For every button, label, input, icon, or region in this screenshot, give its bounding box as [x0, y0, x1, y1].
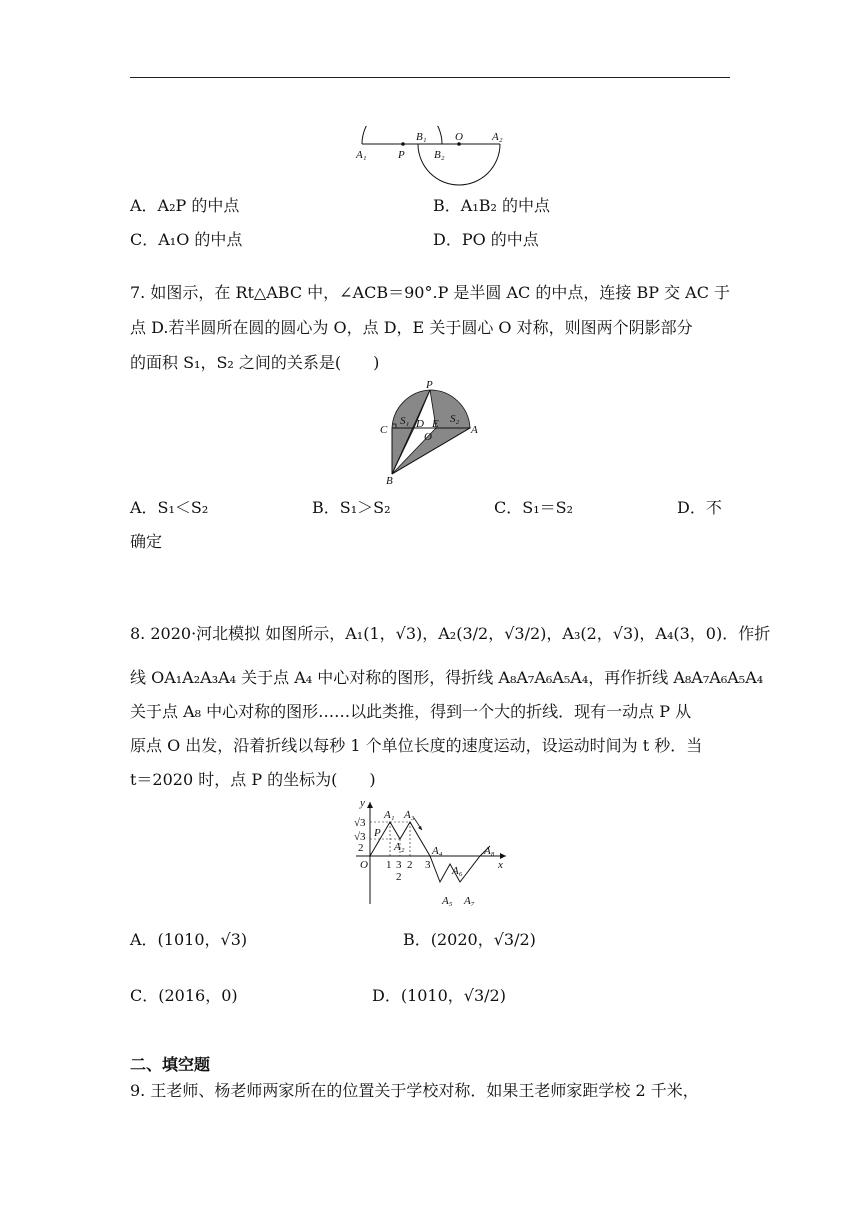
q7-semicircle-triangle-figure: [376, 378, 486, 488]
q6-label-b2: B₂: [434, 149, 445, 161]
q9-line-1: 9. 王老师、杨老师两家所在的位置关于学校对称．如果王老师家距学校 2 千米，: [130, 1081, 699, 1100]
q8-option-b: B．(2020，√3/2): [403, 930, 536, 949]
q7-line-1: 7. 如图示，在 Rt△ABC 中，∠ACB＝90°.P 是半圆 AC 的中点，连接 BP 交 AC 于: [130, 283, 731, 302]
q8-tick-3: 3: [425, 859, 431, 871]
q8-label-a8: A₈: [484, 845, 495, 857]
q8-label-p: P: [374, 827, 381, 839]
q8-tick-1: 1: [386, 859, 392, 871]
q8-label-x: x: [498, 859, 503, 871]
q8-option-c: C．(2016，0): [130, 986, 238, 1005]
q8-line-3: 关于点 A₈ 中心对称的图形……以此类推，得到一个大的折线．现有一动点 P 从: [130, 702, 692, 721]
q6-label-p: P: [398, 149, 405, 161]
q8-label-a2: A₂: [394, 841, 405, 853]
q8-label-a6: A₆: [452, 865, 463, 877]
q7-label-p: P: [426, 379, 433, 391]
q7-option-d: D．不: [677, 498, 722, 517]
q7-label-s1: S₁: [400, 415, 410, 427]
q8-label-a7: A₇: [464, 895, 475, 907]
q7-label-e: E: [432, 418, 439, 430]
q7-label-a: A: [471, 424, 478, 436]
q8-zigzag-figure: [352, 798, 512, 908]
q8-label-o: O: [360, 859, 368, 871]
q8-label-a3: A₃: [404, 809, 415, 821]
q8-label-a4: A₄: [432, 845, 443, 857]
q6-label-a2: A₂: [492, 131, 503, 143]
q6-option-c: C．A₁O 的中点: [130, 230, 243, 249]
q6-label-o: O: [455, 131, 463, 143]
q7-label-b: B: [386, 475, 393, 487]
q8-line-2: 线 OA₁A₂A₃A₄ 关于点 A₄ 中心对称的图形，得折线 A₈A₇A₆A₅A₄，再作折线 A₈A₇A₆A₅A₄: [130, 668, 764, 687]
q8-tick-2: 2: [407, 859, 413, 871]
q6-option-b: B．A₁B₂ 的中点: [433, 196, 550, 215]
q8-label-sqrt3-half-num: √3: [354, 831, 366, 843]
q8-option-a: A．(1010，√3): [130, 930, 248, 949]
q6-semicircles-figure: [352, 126, 512, 190]
q7-option-b: B．S₁＞S₂: [312, 498, 391, 517]
q7-line-3: 的面积 S₁，S₂ 之间的关系是( ): [130, 353, 380, 372]
q6-label-b1: B₁: [416, 131, 427, 143]
q8-label-a1: A₁: [384, 809, 395, 821]
q6-option-d: D．PO 的中点: [433, 230, 539, 249]
q8-label-a5: A₅: [442, 895, 453, 907]
q7-option-c: C．S₁＝S₂: [494, 498, 573, 517]
q6-option-a: A．A₂P 的中点: [130, 196, 240, 215]
q7-label-c: C: [380, 424, 388, 436]
q6-label-a1: A₁: [356, 149, 367, 161]
q7-option-a: A．S₁＜S₂: [130, 498, 209, 517]
q8-option-d: D．(1010，√3/2): [372, 986, 506, 1005]
q7-line-2: 点 D.若半圆所在圆的圆心为 O，点 D，E 关于圆心 O 对称，则图两个阴影部分: [130, 318, 693, 337]
q8-tick-three-halves-den: 2: [396, 871, 402, 883]
q8-label-sqrt3-half-den: 2: [358, 842, 364, 854]
q7-label-s2: S₂: [450, 413, 460, 425]
q7-option-d-continued: 确定: [130, 532, 163, 551]
q8-line-1: 8. 2020·河北模拟 如图所示，A₁(1，√3)，A₂(3/2，√3/2)，A₃(2，√3)，A₄(3，0)．作折: [130, 624, 771, 643]
q7-label-o: O: [424, 431, 432, 443]
section-heading-fill-blank: 二、填空题: [130, 1055, 211, 1074]
q8-label-sqrt3: √3: [354, 817, 366, 829]
q8-line-4: 原点 O 出发，沿着折线以每秒 1 个单位长度的速度运动，设运动时间为 t 秒．当: [130, 736, 703, 755]
header-rule: [130, 77, 730, 78]
q8-label-y: y: [360, 798, 365, 809]
q8-line-5: t＝2020 时，点 P 的坐标为( ): [130, 770, 376, 789]
q7-label-d: D: [416, 418, 424, 430]
q8-tick-three-halves-num: 3: [396, 859, 402, 871]
